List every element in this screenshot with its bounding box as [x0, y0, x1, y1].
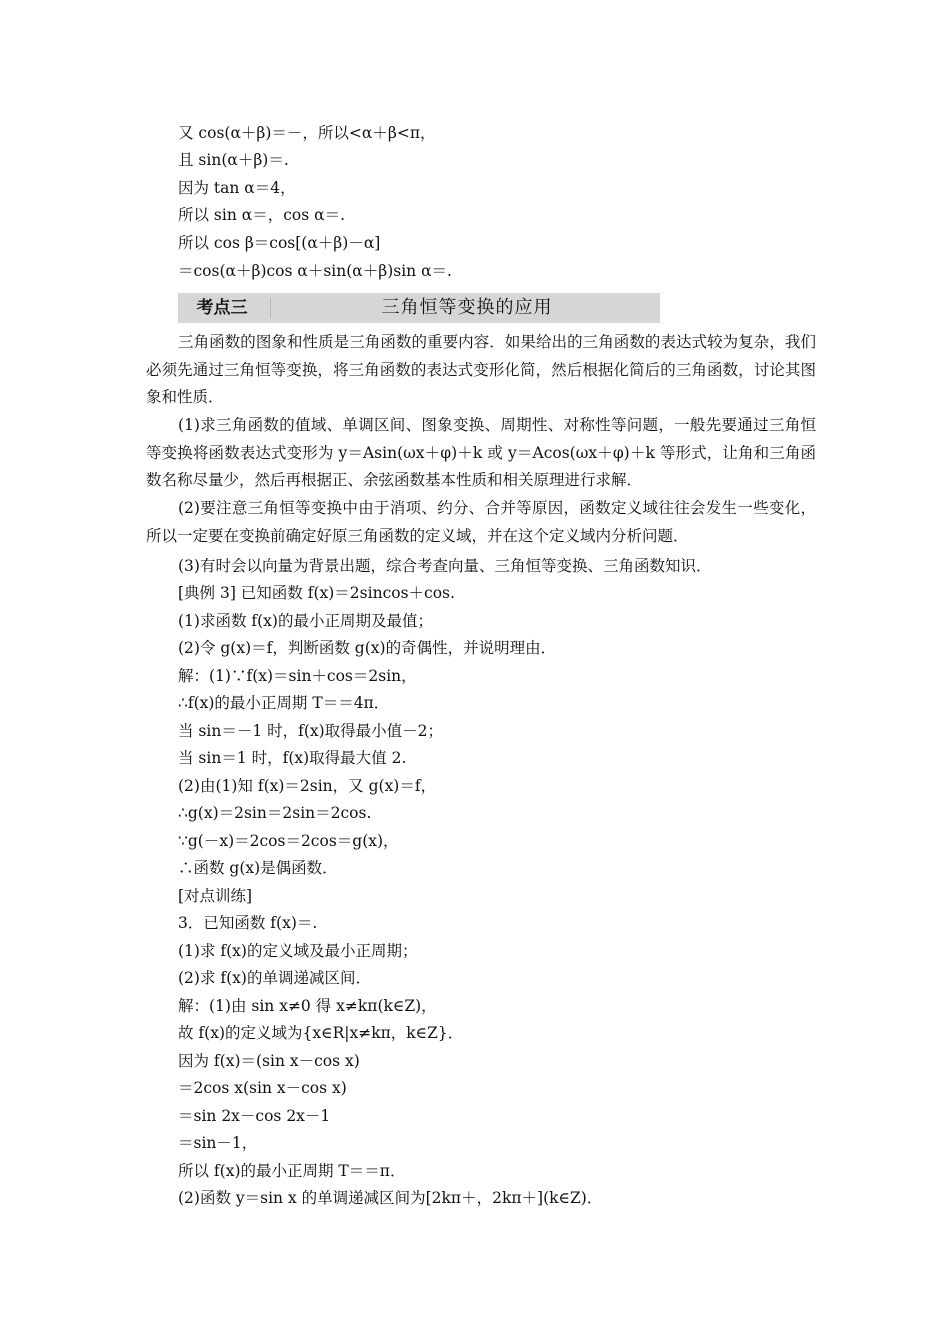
text-line: ＝2cos x(sin x－cos x): [178, 1079, 347, 1097]
banner-divider: [270, 298, 271, 318]
text-line: 当 sin＝－1 时，f(x)取得最小值－2；: [178, 722, 444, 740]
section-banner: [178, 293, 660, 323]
text-line: (3)有时会以向量为背景出题，综合考查向量、三角恒等变换、三角函数知识．: [178, 557, 712, 575]
text-line: [对点训练]: [178, 887, 253, 905]
text-line: (2)函数 y＝sin x 的单调递减区间为[2kπ＋，2kπ＋](k∈Z)．: [178, 1189, 603, 1207]
paragraph-text: (1)求三角函数的值域、单调区间、图象变换、周期性、对称性等问题，一般先要通过三角恒等变换将函数表达式变形为 y＝Asin(ωx＋φ)＋k 或 y＝Acos(ωx＋φ)＋k 等形式，让角和三角函数名称尽量少，然后再根据正、余弦函数基本性质和相关原理进行求解．: [146, 416, 816, 489]
text-line: (2)令 g(x)＝f，判断函数 g(x)的奇偶性，并说明理由．: [178, 639, 557, 657]
text-line: (1)求 f(x)的定义域及最小正周期；: [178, 942, 418, 960]
text-line: [典例 3] 已知函数 f(x)＝2sincos＋cos.: [178, 584, 455, 602]
text-line: 故 f(x)的定义域为{x∈R|x≠kπ，k∈Z}．: [178, 1024, 464, 1042]
paragraph-text: 三角函数的图象和性质是三角函数的重要内容．如果给出的三角函数的表达式较为复杂，我们必须先通过三角恒等变换，将三角函数的表达式变形化简，然后根据化简后的三角函数，讨论其图象和性质．: [146, 333, 816, 406]
text-line: ∴函数 g(x)是偶函数．: [178, 859, 338, 877]
section-title: 三角恒等变换的应用: [381, 297, 553, 318]
text-line: ∴f(x)的最小正周期 T＝＝4π．: [178, 694, 390, 712]
text-line: 又 cos(α＋β)＝－，所以<α＋β<π，: [178, 124, 436, 142]
text-line: 因为 f(x)＝(sin x－cos x): [178, 1052, 360, 1070]
paragraph: [146, 329, 816, 412]
text-line: ∴g(x)＝2sin＝2sin＝2cos.: [178, 804, 372, 822]
text-line: 所以 sin α＝，cos α＝.: [178, 206, 346, 224]
text-line: 所以 cos β＝cos[(α＋β)－α]: [178, 234, 381, 252]
text-line: 因为 tan α＝4，: [178, 179, 296, 197]
text-line: 且 sin(α＋β)＝.: [178, 151, 289, 169]
text-line: ＝cos(α＋β)cos α＋sin(α＋β)sin α＝.: [178, 262, 452, 280]
text-line: 3．已知函数 f(x)＝.: [178, 914, 318, 932]
text-line: 所以 f(x)的最小正周期 T＝＝π．: [178, 1162, 406, 1180]
text-line: ＝sin 2x－cos 2x－1: [178, 1107, 331, 1125]
text-line: (2)求 f(x)的单调递减区间．: [178, 969, 371, 987]
paragraph: [146, 412, 816, 495]
paragraph: [146, 495, 816, 550]
text-line: ＝sin－1，: [178, 1134, 258, 1152]
paragraph-text: (2)要注意三角恒等变换中由于消项、约分、合并等原因，函数定义域往往会发生一些变化，所以一定要在变换前确定好原三角函数的定义域，并在这个定义域内分析问题．: [146, 499, 816, 545]
text-line: (1)求函数 f(x)的最小正周期及最值；: [178, 612, 433, 630]
text-line: 解：(1)由 sin x≠0 得 x≠kπ(k∈Z)，: [178, 997, 437, 1015]
text-line: 当 sin＝1 时，f(x)取得最大值 2.: [178, 749, 407, 767]
text-line: 解：(1)∵f(x)＝sin＋cos＝2sin，: [178, 667, 417, 685]
text-line: ∵g(－x)＝2cos＝2cos＝g(x)，: [178, 832, 399, 850]
section-tag: 考点三: [196, 298, 248, 318]
text-line: (2)由(1)知 f(x)＝2sin，又 g(x)＝f，: [178, 777, 437, 795]
